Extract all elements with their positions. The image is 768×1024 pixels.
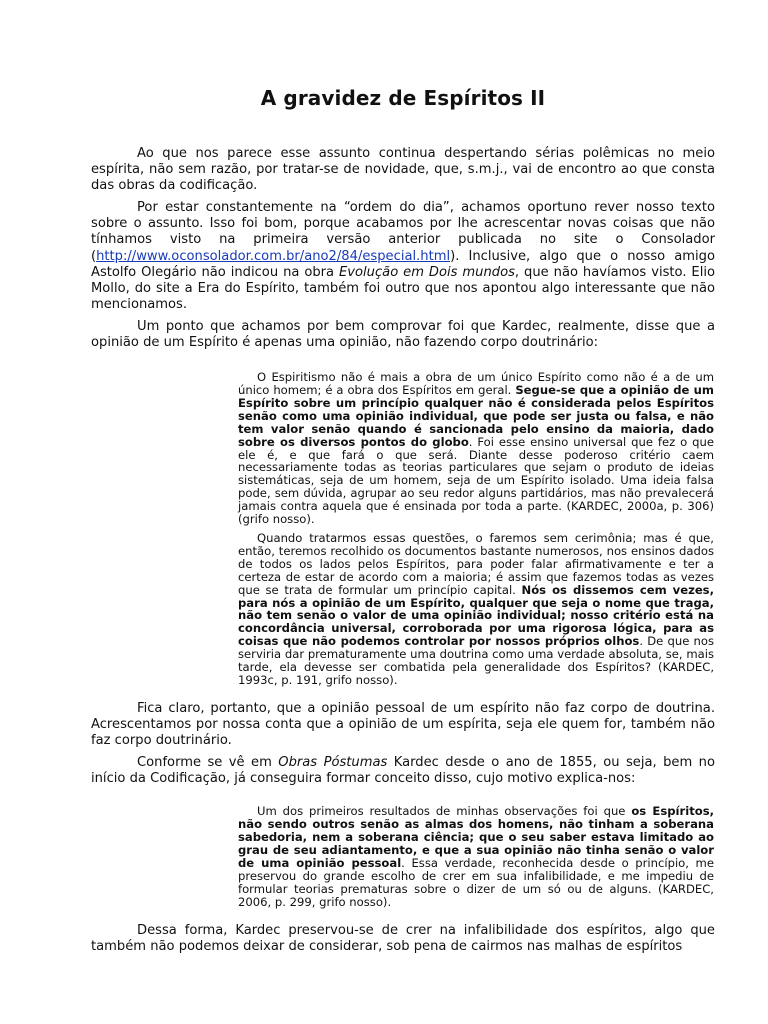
paragraph-2-part-c: , que não havíamos visto. Elio Mollo, do site a Era do Espírito, também foi outro que nos apontou algo interessante que não mencionamos. — [91, 264, 715, 312]
paragraph-5-part-a: Conforme se vê em — [137, 755, 279, 771]
quote-2-part-b: . De que nos serviria dar prematuramente uma doutrina como uma verdade absoluta, se, mais tarde, ela devesse ser combatida pela generalidade dos Espíritos? (KARDEC, 1993c, p. 191, grifo nosso). — [238, 634, 715, 687]
quote-2-emphasis: Nós os dissemos cem vezes, para nós a opinião de um Espírito, qualquer que seja o nome que traga, não tem senão o valor de uma opinião individual; nosso critério está na concordância universal, corroborada por uma rigorosa lógica, para as coisas que não podemos controlar por nossos próprios olhos — [238, 582, 714, 649]
quote-3-emphasis: os Espíritos, não sendo outros senão as almas dos homens, não tinham a soberana sabedoria, nem a soberana ciência; que o seu saber estava limitado ao grau de seu adiantamento, e que a sua opinião não tinha senão o valor de uma opinião pessoal — [238, 804, 715, 870]
paragraph-6: Dessa forma, Kardec preservou-se de crer na infalibilidade dos espíritos, algo que também não podemos deixar de considerar, sob pena de cairmos nas malhas de espíritos — [91, 922, 715, 954]
consolador-link[interactable]: http://www.oconsolador.com.br/ano2/84/especial.html — [96, 248, 451, 264]
book-title-evolucao: Evolução em Dois mundos — [339, 264, 515, 280]
paragraph-3: Um ponto que achamos por bem comprovar foi que Kardec, realmente, disse que a opinião de um Espírito é apenas uma opinião, não fazendo corpo doutrinário: — [91, 318, 715, 351]
block-quote-2 — [238, 805, 714, 908]
quote-1-part-b: . Foi esse ensino universal que fez o que ele é, e que fará o que será. Diante desse poderoso critério caem necessariamente todas as teorias particulares que sejam o produto de ideias sistemáticas, seja de um homem, seja de um Espírito isolado. Uma ideia falsa pode, sem dúvida, agrupar ao seu redor alguns partidários, mas não prevalecerá jamais contra aquela que é ensinada por toda a parte. (KARDEC, 2000a, p. 306) (grifo nosso). — [238, 434, 714, 527]
quote-1-part-a: O Espiritismo não é mais a obra de um único Espírito como não é a de um único homem; é a obra dos Espíritos em geral. — [238, 370, 714, 398]
book-title-obras-postumas: Obras Póstumas — [278, 755, 388, 771]
quote-2-part-a: Quando tratarmos essas questões, o faremos sem cerimônia; mas é que, então, teremos recolhido os documentos bastante numerosos, nos ensinos dados de todos os lados pelos Espíritos, para poder falar afirmativamente e ter a certeza de estar de acordo com a maioria; é assim que fazemos todas as vezes que se trata de formular um princípio capital. — [238, 531, 714, 597]
page-title: A gravidez de Espíritos II — [260, 86, 546, 110]
paragraph-2-part-a: Por estar constantemente na “ordem do dia”, achamos oportuno rever nosso texto sobre o assunto. Isso foi bom, porque acabamos por lhe acrescentar novas coisas que não tínhamos visto na primeira versão anterior publicada no site o Consolador ( — [91, 200, 715, 264]
quote-3-text — [238, 805, 714, 908]
quote-3-part-a: Um dos primeiros resultados de minhas observações foi que — [257, 804, 632, 819]
block-quote-1 — [238, 371, 714, 687]
paragraph-2-part-b: ). Inclusive, algo que o nosso amigo Astolfo Olegário não indicou na obra — [91, 248, 715, 280]
paragraph-1: Ao que nos parece esse assunto continua despertando sérias polêmicas no meio espírita, não sem razão, por tratar-se de novidade, que, s.m.j., vai de encontro ao que consta das obras da codificação. — [91, 146, 715, 194]
document-page — [91, 86, 715, 961]
paragraph-5-part-b: Kardec desde o ano de 1855, ou seja, bem no início da Codificação, já conseguira formar conceito disso, cujo motivo explica-nos: — [91, 755, 715, 787]
paragraph-4: Fica claro, portanto, que a opinião pessoal de um espírito não faz corpo de doutrina. Acrescentamos por nossa conta que a opinião de um espírita, seja ele quem for, também não faz corpo doutrinário. — [91, 700, 715, 749]
quote-2-text — [238, 532, 714, 687]
paragraph-5 — [91, 755, 715, 787]
quote-3-part-b: . Essa verdade, reconhecida desde o princípio, me preservou do grande escolho de crer em sua infalibilidade, e me impediu de formular teorias prematuras sobre o dizer de um só ou de alguns. (KARDEC, 2006, p. 299, grifo nosso). — [238, 855, 714, 909]
paragraph-2 — [91, 200, 715, 313]
quote-1-text — [238, 371, 714, 526]
quote-1-emphasis: Segue-se que a opinião de um Espírito sobre um princípio qualquer não é considerada pelos Espíritos senão como uma opinião individual, que pode ser justa ou falsa, e não tem valor senão quando é sancionada pelo ensino da maioria, dado sobre os diversos pontos do globo — [238, 383, 714, 449]
